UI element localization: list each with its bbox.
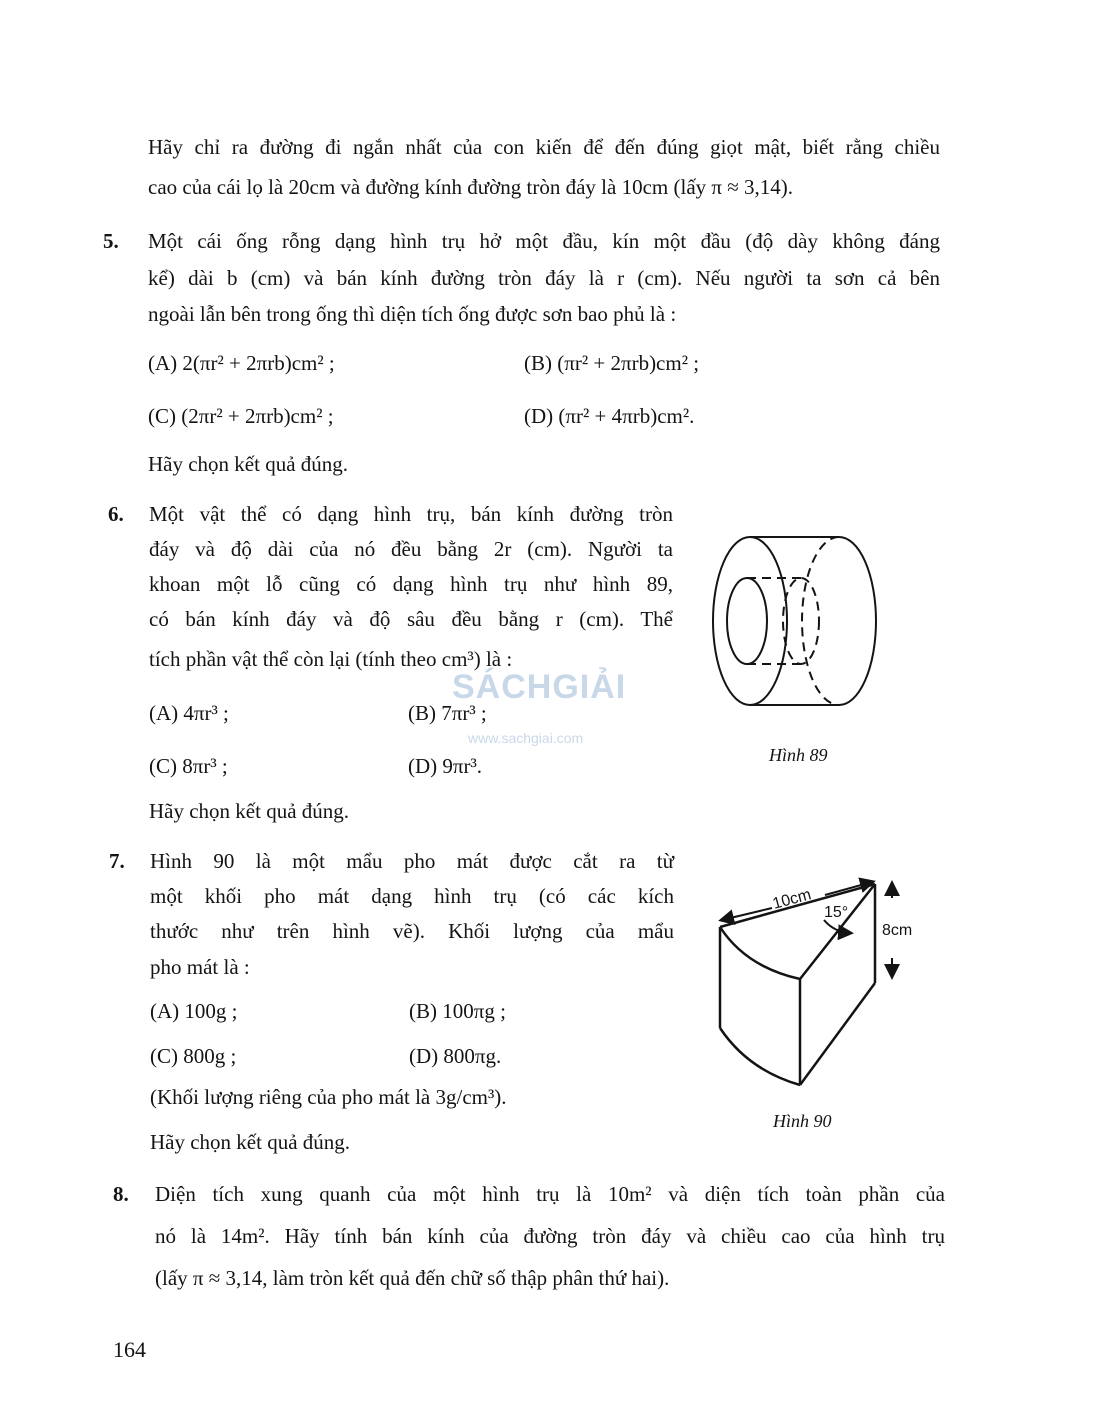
problem-5-choose: Hãy chọn kết quả đúng. [148,452,349,476]
problem-6-choose: Hãy chọn kết quả đúng. [149,799,350,823]
problem-5-line-2: kể) dài b (cm) và bán kính đường tròn đáy là r (cm). Nếu người ta sơn cả bên [148,266,940,290]
problem-8-number: 8. [113,1182,129,1206]
watermark-logo: SÁCHGIẢI [452,668,627,706]
intro-line-1: Hãy chỉ ra đường đi ngắn nhất của con kiến để đến đúng giọt mật, biết rằng chiều [148,135,940,159]
problem-6-line-1: Một vật thể có dạng hình trụ, bán kính đường tròn [149,502,673,526]
figure-90-height-label: 8cm [882,922,913,939]
problem-6-line-2: đáy và độ dài của nó đều bằng 2r (cm). Người ta [149,537,673,561]
problem-6-option-b: (B) 7πr³ ; [408,701,487,725]
problem-6-line-4: có bán kính đáy và độ sâu đều bằng r (cm). Thể [149,607,673,631]
problem-7-line-2: một khối pho mát dạng hình trụ (có các kích [150,884,674,908]
watermark-url: www.sachgiai.com [468,730,584,746]
problem-5-line-3: ngoài lẫn bên trong ống thì diện tích ống được sơn bao phủ là : [148,302,677,326]
problem-8-line-2: nó là 14m². Hãy tính bán kính của đường tròn đáy và chiều cao của hình trụ [155,1224,945,1248]
figure-90-angle-label: 15° [824,904,849,921]
problem-8-line-1: Diện tích xung quanh của một hình trụ là 10m² và diện tích toàn phần của [155,1182,945,1206]
intro-line-2: cao của cái lọ là 20cm và đường kính đường tròn đáy là 10cm (lấy π ≈ 3,14). [148,175,794,199]
problem-6-option-a: (A) 4πr³ ; [149,701,229,725]
problem-7-choose: Hãy chọn kết quả đúng. [150,1130,351,1154]
problem-7-option-a: (A) 100g ; [150,999,238,1023]
problem-6-option-d: (D) 9πr³. [408,754,483,778]
figure-89-cylinder [700,530,880,720]
problem-5-number: 5. [103,229,119,253]
problem-5-option-c: (C) (2πr² + 2πrb)cm² ; [148,404,334,428]
figure-90-length-label: 10cm [770,886,814,913]
problem-5-line-1: Một cái ống rỗng dạng hình trụ hở một đầu, kín một đầu (độ dày không đáng [148,229,940,253]
problem-5-option-d: (D) (πr² + 4πrb)cm². [524,404,695,428]
problem-7-option-b: (B) 100πg ; [409,999,506,1023]
problem-6-option-c: (C) 8πr³ ; [149,754,228,778]
page-number: 164 [113,1337,146,1362]
figure-90-caption: Hình 90 [773,1111,832,1131]
problem-5-option-b: (B) (πr² + 2πrb)cm² ; [524,351,700,375]
problem-6-line-3: khoan một lỗ cũng có dạng hình trụ như hình 89, [149,572,673,596]
problem-7-option-d: (D) 800πg. [409,1044,502,1068]
problem-7-option-c: (C) 800g ; [150,1044,237,1068]
problem-7-density-note: (Khối lượng riêng của pho mát là 3g/cm³). [150,1085,507,1109]
figure-90-cheese-wedge [700,860,940,1100]
problem-7-line-3: thước như trên hình vẽ). Khối lượng của mẩu [150,919,674,943]
problem-7-number: 7. [109,849,125,873]
problem-8-line-3: (lấy π ≈ 3,14, làm tròn kết quả đến chữ số thập phân thứ hai). [155,1266,670,1290]
problem-6-number: 6. [108,502,124,526]
problem-6-line-5: tích phần vật thể còn lại (tính theo cm³) là : [149,647,513,671]
problem-5-option-a: (A) 2(πr² + 2πrb)cm² ; [148,351,335,375]
problem-7-line-1: Hình 90 là một mẩu pho mát được cắt ra từ [150,849,674,873]
problem-7-line-4: pho mát là : [150,955,250,979]
figure-89-caption: Hình 89 [769,745,828,765]
